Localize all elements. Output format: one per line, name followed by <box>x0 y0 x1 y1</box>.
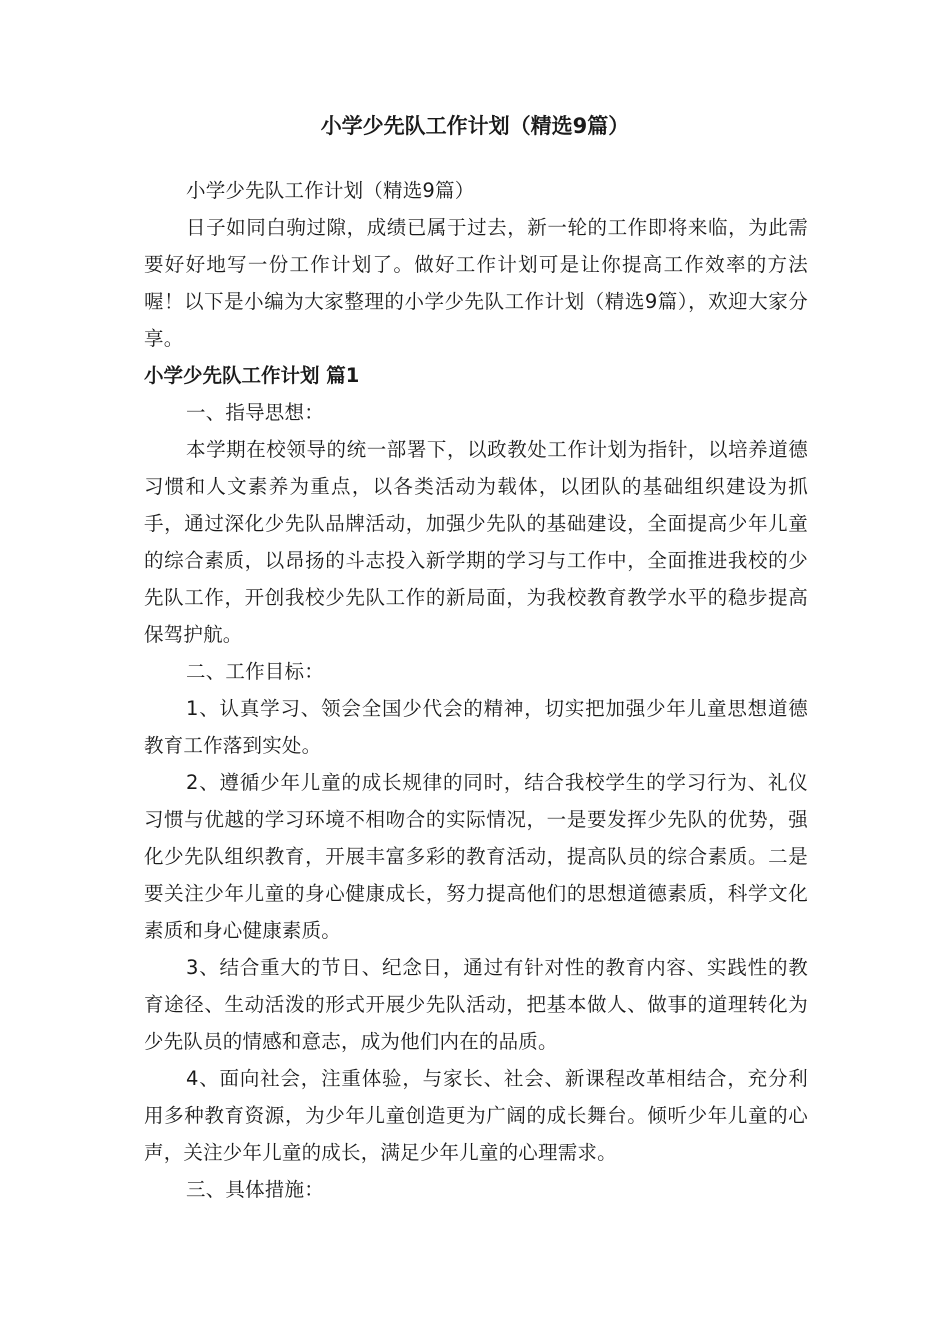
goal-item-2: 2、遵循少年儿童的成长规律的同时，结合我校学生的学习行为、礼仪习惯与优越的学习环境不相吻合的实际情况，一是要发挥少先队的优势，强化少先队组织教育，开展丰富多彩的教育活动，提高队员的综合素质。二是要关注少年儿童的身心健康成长，努力提高他们的思想道德素质，科学文化素质和身心健康素质。 <box>144 771 808 942</box>
document-body <box>144 172 808 1208</box>
goal-item-1: 1、认真学习、领会全国少代会的精神，切实把加强少年儿童思想道德教育工作落到实处。 <box>144 697 808 757</box>
goal-item-4: 4、面向社会，注重体验，与家长、社会、新课程改革相结合，充分利用多种教育资源，为少年儿童创造更为广阔的成长舞台。倾听少年儿童的心声，关注少年儿童的成长，满足少年儿童的心理需求。 <box>144 1067 808 1164</box>
goal-item-3: 3、结合重大的节日、纪念日，通过有针对性的教育内容、实践性的教育途径、生动活泼的形式开展少先队活动，把基本做人、做事的道理转化为少先队员的情感和意志，成为他们内在的品质。 <box>144 956 808 1053</box>
subtitle-paragraph: 小学少先队工作计划（精选9篇） <box>186 179 475 202</box>
goals-heading: 二、工作目标： <box>186 660 324 683</box>
guiding-idea-paragraph: 本学期在校领导的统一部署下，以政教处工作计划为指针，以培养道德习惯和人文素养为重点，以各类活动为载体，以团队的基础组织建设为抓手，通过深化少先队品牌活动，加强少先队的基础建设，全面提高少年儿童的综合素质，以昂扬的斗志投入新学期的学习与工作中，全面推进我校的少先队工作，开创我校少先队工作的新局面，为我校教育教学水平的稳步提高保驾护航。 <box>144 438 808 646</box>
document-title: 小学少先队工作计划（精选9篇） <box>320 114 630 138</box>
section-heading: 小学少先队工作计划 篇1 <box>144 364 360 387</box>
measures-heading: 三、具体措施： <box>186 1178 324 1201</box>
intro-paragraph: 日子如同白驹过隙，成绩已属于过去，新一轮的工作即将来临，为此需要好好地写一份工作计划了。做好工作计划可是让你提高工作效率的方法喔！以下是小编为大家整理的小学少先队工作计划（精选9篇），欢迎大家分享。 <box>144 216 808 350</box>
guiding-idea-heading: 一、指导思想： <box>186 401 324 424</box>
